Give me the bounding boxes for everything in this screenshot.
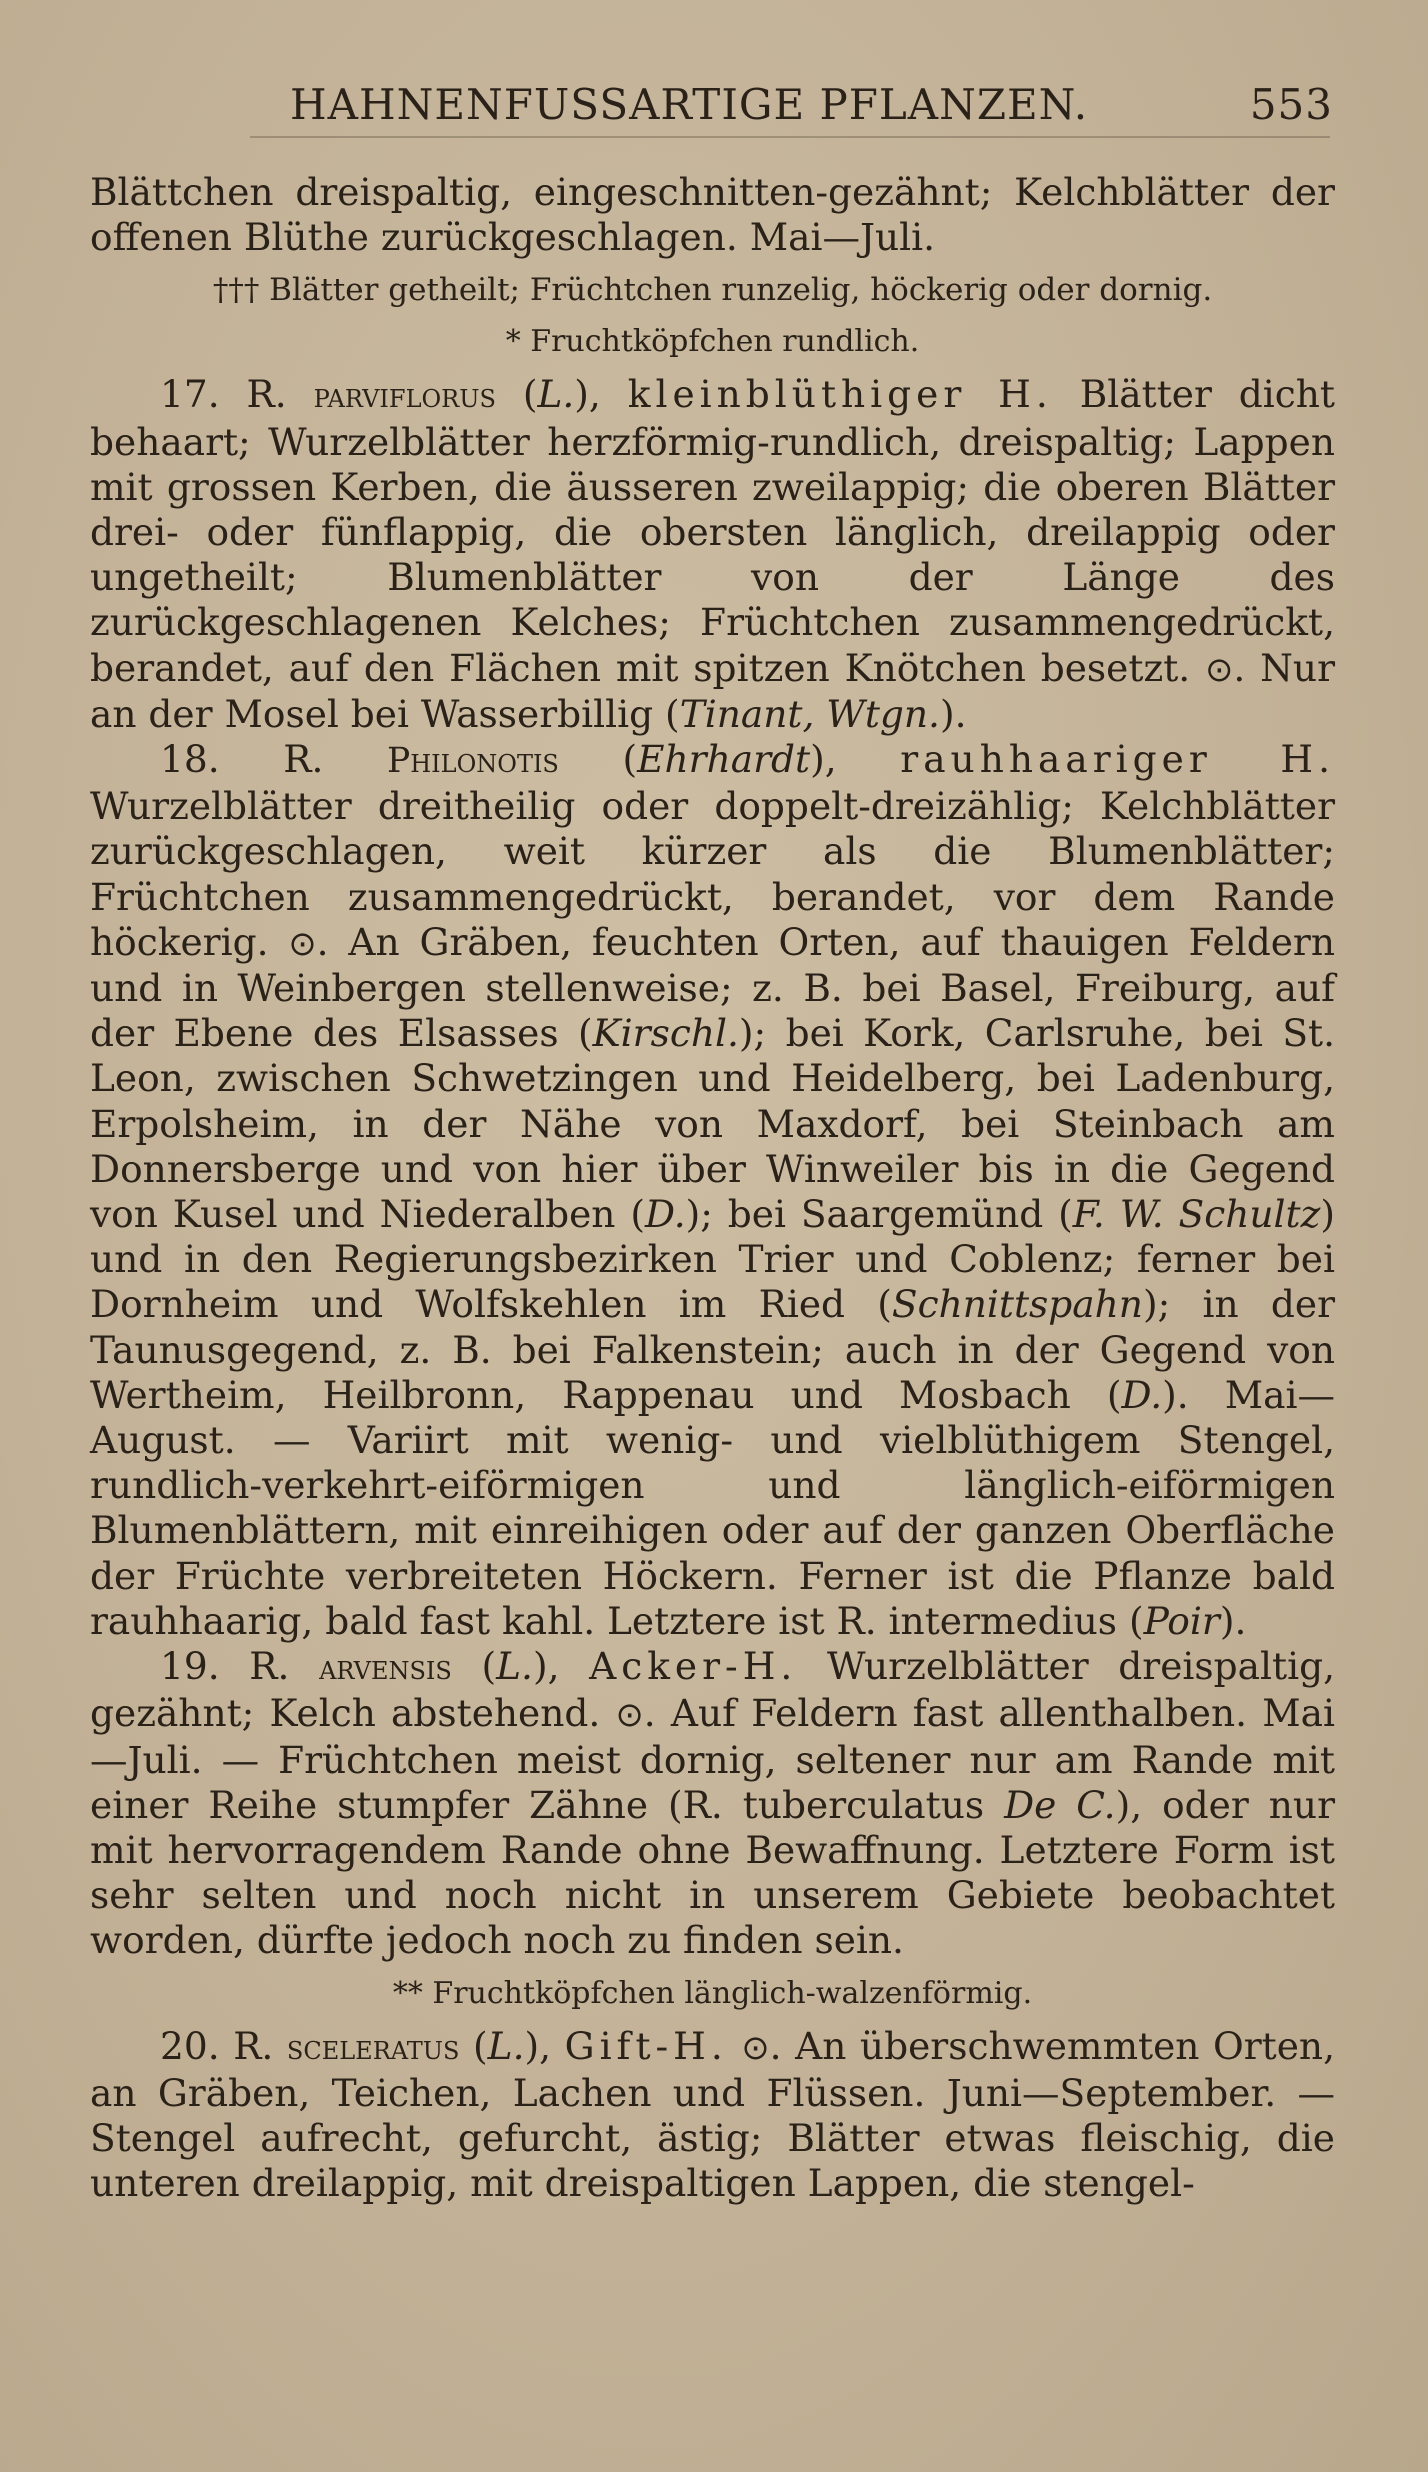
species-entry-18: 18. R. Philonotis (Ehrhardt), rauhhaariger H. Wurzelblätter dreitheilig oder doppelt-dreizählig; Kelchblätter zurückgeschlagen, weit kürzer als die Blumenblätter; Früchtchen zusammengedrückt, berandet, vor dem Rande höckerig. ⊙. An Gräben, feuchten Orten, auf thauigen Feldern und in Weinbergen stellenweise; z. B. bei Basel, Freiburg, auf der Ebene des Elsasses (Kirschl.); bei Kork, Carlsruhe, bei St. Leon, zwischen Schwetzingen und Heidelberg, bei Ladenburg, Erpolsheim, in der Nähe von Maxdorf, bei Steinbach am Donnersberge und von hier über Winweiler bis in die Gegend von Kusel und Niederalben (D.); bei Saargemünd (F. W. Schultz) und in den Regierungsbezirken Trier und Coblenz; ferner bei Dornheim und Wolfskehlen im Ried (Schnittspahn); in der Taunusgegend, z. B. bei Falkenstein; auch in der Gegend von Wertheim, Heilbronn, Rappenau und Mosbach (D.). Mai—August. — Variirt mit wenig- und vielblüthigem Stengel, rundlich-verkehrt-eiförmigen und länglich-eiförmigen Blumenblättern, mit einreihigen oder auf der ganzen Oberfläche der Früchte verbreiteten Höckern. Ferner ist die Pflanze bald rauhhaarig, bald fast kahl. Letztere ist R. intermedius (Poir). <box>90 737 1335 1643</box>
entry-text: . An überschwemmten Orten, an Gräben, Teichen, Lachen und Flüssen. Juni—September. — Stengel aufrecht, gefurcht, ästig; Blätter etwas fleischig, die unteren dreilappig, mit dreispaltigen Lappen, die stengel- <box>90 2023 1335 2206</box>
entry-text: ); bei Kork, Carlsruhe, bei St. Leon, zwischen Schwetzingen und Heidelberg, bei Ladenburg, Erpolsheim, in der Nähe von Maxdorf, bei Steinbach am Donnersberge und von hier über Winweiler bis in die Gegend von Kusel und Niederalben ( <box>90 1011 1335 1237</box>
entry-text: . An Gräben, feuchten Orten, auf thauigen Feldern und in Weinbergen stellenweise; z. B. bei Basel, Freiburg, auf der Ebene des Elsasses ( <box>90 919 1335 1056</box>
annual-symbol: ⊙ <box>1205 649 1234 689</box>
common-name: rauhhaariger H. <box>900 737 1335 782</box>
entry-text: ). <box>939 691 967 736</box>
header-rule <box>250 136 1330 138</box>
species-name: arvensis <box>319 1648 452 1689</box>
species-author: L. <box>496 1644 533 1689</box>
citation: Poir <box>1143 1598 1220 1643</box>
entry-text: ); bei Saargemünd ( <box>685 1192 1073 1237</box>
entry-text: Wurzelblätter dreitheilig oder doppelt-dreizählig; Kelchblätter zurückgeschlagen, weit kürzer als die Blumenblätter; Früchtchen zusammengedrückt, berandet, vor dem Rande höckerig. <box>90 784 1335 964</box>
species-entry-19: 19. R. arvensis (L.), Acker-H. Wurzelblätter dreispaltig, gezähnt; Kelch abstehend. ⊙. Auf Feldern fast allenthalben. Mai—Juli. — Früchtchen meist dornig, seltener nur am Rande mit einer Reihe stumpfer Zähne (R. tuberculatus De C.), oder nur mit hervorragendem Rande ohne Bewaffnung. Letztere Form ist sehr selten und noch nicht in unserem Gebiete beobachtet worden, dürfte jedoch noch zu finden sein. <box>90 1644 1336 1963</box>
species-name: sceleratus <box>286 2027 460 2068</box>
entry-text: ), oder nur mit hervorragendem Rande ohne Bewaffnung. Letztere Form ist sehr selten und noch nicht in unserem Gebiete beobachtet worden, dürfte jedoch noch zu finden sein. <box>90 1782 1335 1963</box>
citation: F. W. Schultz <box>1072 1192 1321 1237</box>
common-name: Acker-H. <box>589 1644 798 1689</box>
citation: Schnittspahn <box>891 1282 1143 1327</box>
citation: Tinant, Wtgn. <box>679 691 940 736</box>
entry-text: ) und in den Regierungsbezirken Trier und Coblenz; ferner bei Dornheim und Wolfskehlen im Ried ( <box>90 1192 1335 1327</box>
species-author: L. <box>537 372 575 417</box>
annual-symbol: ⊙ <box>615 1695 644 1735</box>
intro-paragraph: Blättchen dreispaltig, eingeschnitten-gezähnt; Kelchblätter der offenen Blüthe zurückgeschlagen. Mai—Juli. <box>90 170 1335 260</box>
running-header <box>290 80 1333 129</box>
common-name: kleinblüthiger H. <box>627 372 1053 417</box>
annual-symbol: ⊙ <box>741 2027 770 2067</box>
species-author: Ehrhardt <box>637 737 811 782</box>
entry-number: 19. R. <box>160 1644 290 1689</box>
citation: De C. <box>1004 1782 1116 1827</box>
entry-text: ). Mai—August. — Variirt mit wenig- und vielblüthigem Stengel, rundlich-verkehrt-eiförmigen und länglich-eiförmigen Blumenblättern, mit einreihigen oder auf der ganzen Oberfläche der Früchte verbreiteten Höckern. Ferner ist die Pflanze bald rauhhaarig, bald fast kahl. Letztere ist R. intermedius ( <box>90 1372 1335 1643</box>
entry-number: 20. R. <box>160 2023 274 2068</box>
citation: D. <box>1121 1372 1163 1417</box>
entry-number: 17. R. <box>160 372 287 417</box>
entry-text: Wurzelblätter dreispaltig, gezähnt; Kelch abstehend. <box>90 1644 1335 1736</box>
entry-text: Blätter dicht behaart; Wurzelblätter herzförmig-rundlich, dreispaltig; Lappen mit grossen Kerben, die äusseren zweilappig; die oberen Blätter drei- oder fünflappig, die obersten länglich, dreilappig oder ungetheilt; Blumenblätter von der Länge des zurückgeschlagenen Kelches; Früchtchen zusammengedrückt, berandet, auf den Flächen mit spitzen Knötchen besetzt. <box>90 372 1336 690</box>
species-entry-17: 17. R. parviflorus (L.), kleinblüthiger H. Blätter dicht behaart; Wurzelblätter herzförmig-rundlich, dreispaltig; Lappen mit grossen Kerben, die äusseren zweilappig; die oberen Blätter drei- oder fünflappig, die obersten länglich, dreilappig oder ungetheilt; Blumenblätter von der Länge des zurückgeschlagenen Kelches; Früchtchen zusammengedrückt, berandet, auf den Flächen mit spitzen Knötchen besetzt. ⊙. Nur an der Mosel bei Wasserbillig (Tinant, Wtgn.). <box>90 372 1336 736</box>
subgroup-heading-2: ** Fruchtköpfchen länglich-walzenförmig. <box>392 1975 1033 2011</box>
entry-text: . Nur an der Mosel bei Wasserbillig ( <box>90 645 1336 736</box>
entry-text: ); in der Taunusgegend, z. B. bei Falkenstein; auch in der Gegend von Wertheim, Heilbronn, Rappenau und Mosbach ( <box>90 1282 1335 1417</box>
subgroup-heading-1: * Fruchtköpfchen rundlich. <box>505 324 920 360</box>
species-name: Philonotis <box>387 741 559 782</box>
species-author: L. <box>487 2023 525 2068</box>
citation: D. <box>644 1192 686 1237</box>
running-title: HAHNENFUSSARTIGE PFLANZEN. <box>290 80 1089 129</box>
entry-text: ). <box>1219 1598 1247 1643</box>
page-body <box>90 170 1335 2206</box>
annual-symbol: ⊙ <box>288 923 317 963</box>
species-name: parviflorus <box>313 376 496 417</box>
page-number: 553 <box>1249 80 1333 129</box>
species-entry-20: 20. R. sceleratus (L.), Gift-H. ⊙. An überschwemmten Orten, an Gräben, Teichen, Lachen und Flüssen. Juni—September. — Stengel aufrecht, gefurcht, ästig; Blätter etwas fleischig, die unteren dreilappig, mit dreispaltigen Lappen, die stengel- <box>90 2023 1335 2206</box>
common-name: Gift-H. <box>564 2023 728 2068</box>
group-heading: ††† Blätter getheilt; Früchtchen runzelig, höckerig oder dornig. <box>212 272 1213 309</box>
entry-number: 18. R. <box>160 737 324 782</box>
citation: Kirschl. <box>592 1011 739 1056</box>
entry-text: . Auf Feldern fast allenthalben. Mai—Juli. — Früchtchen meist dornig, seltener nur am Rande mit einer Reihe stumpfer Zähne (R. tuberculatus <box>90 1691 1336 1827</box>
